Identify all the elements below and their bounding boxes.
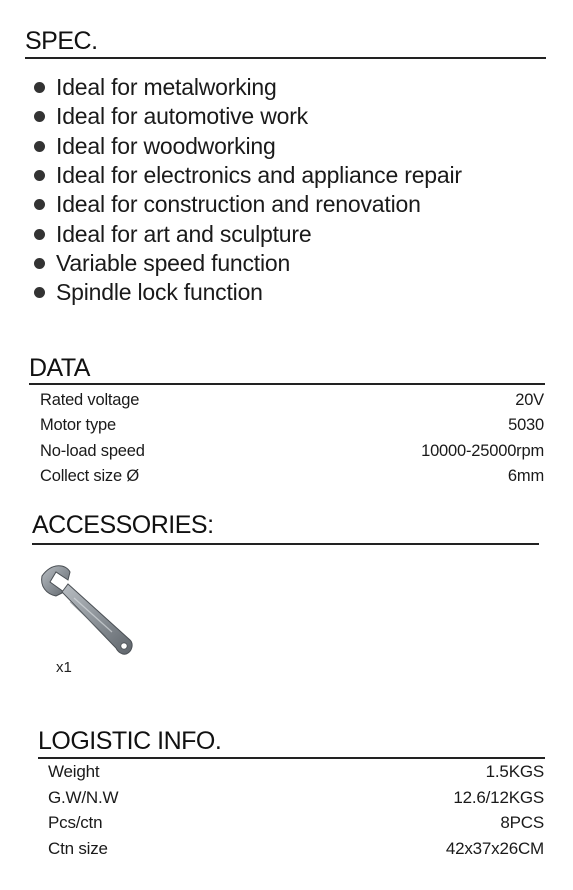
spec-item: Ideal for metalworking [34, 73, 462, 102]
logistic-row [48, 787, 544, 809]
spec-item: Variable speed function [34, 249, 462, 278]
bullet-icon [34, 258, 45, 269]
data-label: Rated voltage [40, 390, 140, 409]
accessories-title: ACCESSORIES: [32, 511, 214, 539]
logistic-label: Pcs/ctn [48, 813, 103, 832]
accessories-divider [32, 543, 539, 545]
bullet-icon [34, 229, 45, 240]
accessory-quantity: x1 [56, 659, 72, 676]
logistic-row [48, 838, 544, 860]
spec-title: SPEC. [25, 27, 98, 55]
bullet-icon [34, 141, 45, 152]
data-label: Collect size Ø [40, 466, 139, 485]
bullet-icon [34, 199, 45, 210]
bullet-icon [34, 287, 45, 298]
logistic-title: LOGISTIC INFO. [38, 727, 222, 755]
data-row [40, 414, 544, 436]
data-title: DATA [29, 354, 90, 382]
spec-item: Ideal for automotive work [34, 102, 462, 131]
data-value: 20V [515, 390, 544, 409]
spec-item: Ideal for electronics and appliance repair [34, 161, 462, 190]
data-row [40, 389, 544, 411]
spec-list [34, 73, 462, 307]
wrench-icon [36, 562, 136, 658]
logistic-divider [38, 757, 545, 759]
logistic-label: Weight [48, 762, 100, 781]
logistic-value: 8PCS [500, 813, 544, 832]
spec-item: Ideal for art and sculpture [34, 219, 462, 248]
data-value: 10000-25000rpm [421, 441, 544, 460]
data-value: 6mm [507, 466, 544, 485]
logistic-label: G.W/N.W [48, 788, 119, 807]
logistic-row [48, 761, 544, 783]
logistic-value: 42x37x26CM [445, 839, 544, 858]
data-divider [29, 383, 545, 385]
bullet-icon [34, 111, 45, 122]
spec-item: Ideal for construction and renovation [34, 190, 462, 219]
spec-divider [25, 57, 546, 59]
bullet-icon [34, 170, 45, 181]
logistic-label: Ctn size [48, 839, 108, 858]
data-row [40, 440, 544, 462]
logistic-value: 12.6/12KGS [453, 788, 544, 807]
bullet-icon [34, 82, 45, 93]
spec-item: Spindle lock function [34, 278, 462, 307]
data-label: Motor type [40, 415, 116, 434]
logistic-row [48, 812, 544, 834]
data-label: No-load speed [40, 441, 145, 460]
spec-item: Ideal for woodworking [34, 132, 462, 161]
logistic-value: 1.5KGS [485, 762, 544, 781]
data-row [40, 465, 544, 487]
data-value: 5030 [508, 415, 544, 434]
